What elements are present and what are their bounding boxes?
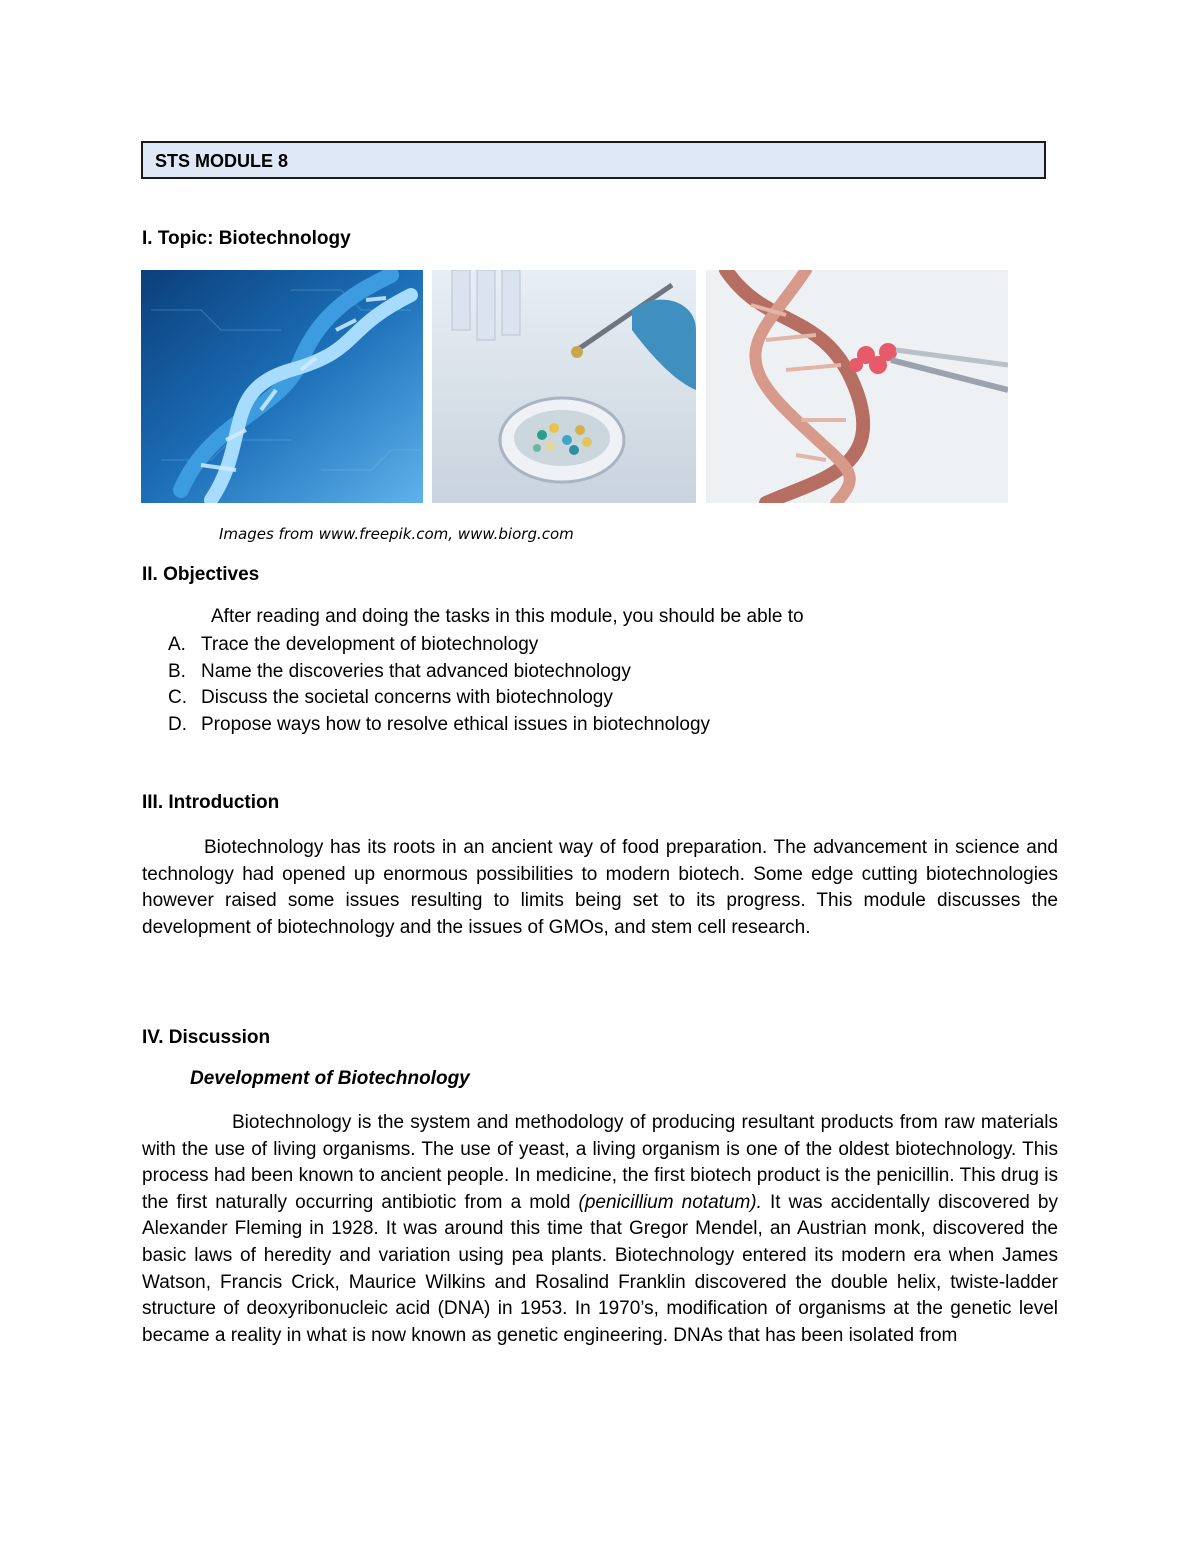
objective-text: Trace the development of biotechnology: [201, 634, 539, 655]
image-caption: Images from www.freepik.com, www.biorg.com: [219, 525, 574, 543]
objectives-intro: After reading and doing the tasks in this module, you should be able to: [211, 606, 804, 627]
module-title-box: [141, 141, 1046, 179]
introduction-paragraph: [142, 835, 1058, 941]
discussion-text-2: It was accidentally discovered by Alexander Fleming in 1928. It was around this time that Gregor Mendel, an Austrian monk, discovered the basic laws of heredity and variation using pea plants. Biotechnology entered its modern era when James Watson, Francis Crick, Maurice Wilkins and Rosalind Franklin discovered the double helix, twiste-ladder structure of deoxyribonucleic acid (DNA) in 1953. In 1970’s, modification of organisms at the genetic level became a reality in what is now known as genetic engineering. DNAs that has been isolated from: [142, 1191, 1058, 1346]
topic-heading: I. Topic: Biotechnology: [142, 228, 351, 249]
objective-letter: B.: [168, 660, 186, 682]
objective-text: Discuss the societal concerns with biotechnology: [201, 687, 613, 708]
module-title: STS MODULE 8: [155, 151, 289, 171]
objectives-list: [168, 632, 710, 738]
objective-letter: C.: [168, 687, 187, 708]
introduction-text: Biotechnology has its roots in an ancient way of food preparation. The advancement in science and technology had opened up enormous possibilities to modern biotech. Some edge cutting biotechnologies however raised some issues resulting to limits being set to its progress. This module discusses the development of biotechnology and the issues of GMOs, and stem cell research.: [142, 837, 1058, 938]
objective-item: [168, 685, 710, 712]
objective-item: [168, 712, 710, 739]
introduction-heading: III. Introduction: [142, 792, 280, 813]
discussion-subheading: Development of Biotechnology: [190, 1068, 470, 1089]
discussion-text-italic: (penicillium notatum).: [578, 1191, 762, 1213]
objective-text: Propose ways how to resolve ethical issues in biotechnology: [201, 713, 711, 735]
discussion-heading: IV. Discussion: [142, 1027, 271, 1048]
dna-gene-editing-image: [706, 270, 1008, 503]
objective-text: Name the discoveries that advanced biotechnology: [201, 660, 631, 682]
discussion-text-1: Biotechnology is the system and methodology of producing resultant products from raw materials with the use of living organisms. The use of yeast, a living organism is one of the oldest biotechnology. This process had been known to ancient people. In medicine, the first biotech product is the penicillin. This drug is the first naturally occurring antibiotic from a mold: [142, 1112, 1058, 1213]
objectives-heading: II. Objectives: [142, 564, 260, 585]
objective-item: [168, 659, 710, 686]
dna-helix-blue-image: [141, 270, 423, 503]
discussion-paragraph: [142, 1110, 1058, 1349]
objective-item: [168, 632, 710, 659]
objective-letter: D.: [168, 713, 187, 735]
petri-dish-tweezers-image: [432, 270, 696, 503]
objective-letter: A.: [168, 634, 186, 655]
